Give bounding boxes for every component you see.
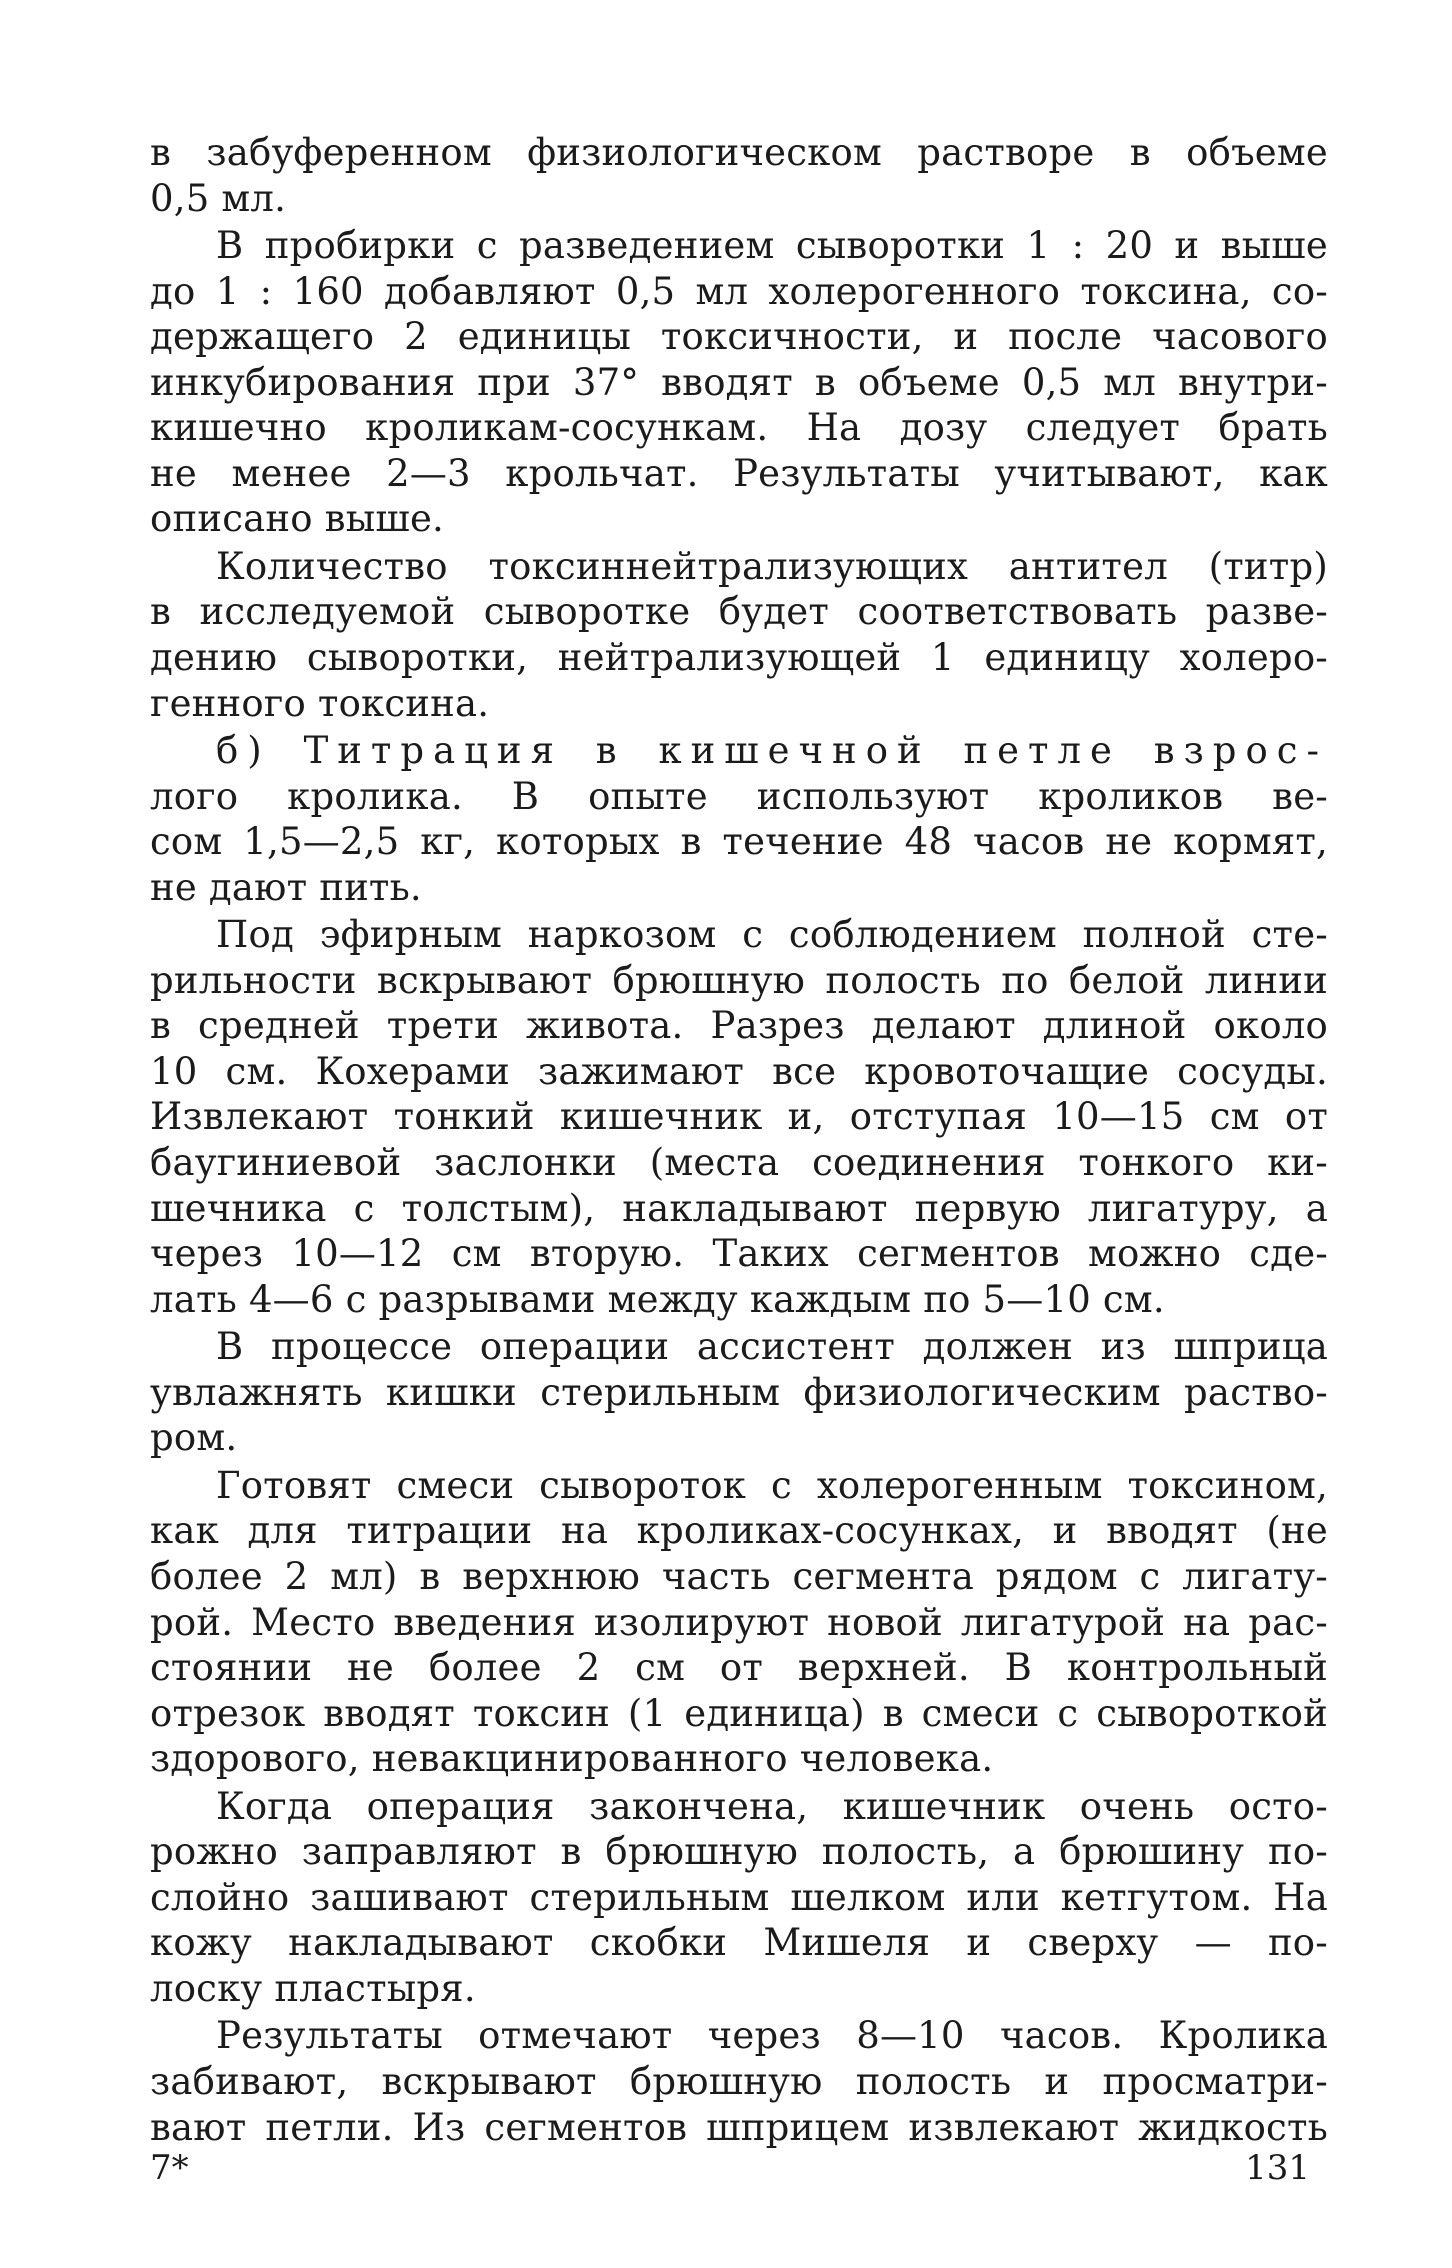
- text-line: баугиниевой заслонки (места соединения тонкого ки-: [150, 1141, 1328, 1185]
- page-footer: [150, 2148, 1328, 2188]
- text-line: до 1 : 160 добавляют 0,5 мл холерогенного токсина, со-: [150, 269, 1328, 313]
- text-line: отрезок вводят токсин (1 единица) в смеси с сывороткой: [150, 1691, 1328, 1735]
- paragraph-3: [150, 544, 1328, 726]
- text-line: увлажнять кишки стерильным физиологическим раство-: [150, 1370, 1328, 1414]
- paragraph-4: [150, 728, 1328, 910]
- section-heading-line: б) Титрация в кишечной петле взрос-: [216, 729, 1328, 773]
- paragraph-5: [150, 912, 1328, 1322]
- text-line: Когда операция закончена, кишечник очень осто-: [216, 1784, 1328, 1828]
- text-line: лать 4—6 с разрывами между каждым по 5—10 см.: [150, 1277, 1165, 1321]
- text-line: в средней трети живота. Разрез делают длиной около: [150, 1004, 1328, 1048]
- text-line: более 2 мл) в верхнюю часть сегмента рядом с лигату-: [150, 1554, 1328, 1598]
- text-line: дению сыворотки, нейтрализующей 1 единицу холеро-: [150, 636, 1328, 680]
- text-line: сом 1,5—2,5 кг, которых в течение 48 часов не кормят,: [150, 820, 1328, 864]
- text-line: кожу накладывают скобки Мишеля и сверху — по-: [150, 1921, 1328, 1965]
- text-line: Готовят смеси сывороток с холерогенным токсином,: [216, 1463, 1328, 1507]
- paragraph-7: [150, 1463, 1328, 1782]
- text-line: здорового, невакцинированного человека.: [150, 1737, 994, 1781]
- text-line: Под эфирным наркозом с соблюдением полной сте-: [216, 913, 1328, 957]
- paragraph-1: [150, 130, 1328, 221]
- text-line: В пробирки с разведением сыворотки 1 : 20 и выше: [216, 224, 1328, 268]
- text-line: 10 см. Кохерами зажимают все кровоточащие сосуды.: [150, 1049, 1328, 1093]
- page-body: [150, 130, 1328, 2152]
- text-line: В процессе операции ассистент должен из шприца: [216, 1325, 1328, 1369]
- text-line: лого кролика. В опыте используют кроликов ве-: [150, 774, 1328, 818]
- text-line: кишечно кроликам-сосункам. На дозу следует брать: [150, 406, 1328, 450]
- text-line: шечника с толстым), накладывают первую лигатуру, а: [150, 1186, 1328, 1230]
- text-line: 0,5 мл.: [150, 176, 287, 220]
- text-line: как для титрации на кроликах-сосунках, и вводят (не: [150, 1509, 1328, 1553]
- text-line: лоску пластыря.: [150, 1966, 476, 2010]
- text-line: вают петли. Из сегментов шприцем извлекают жидкость: [150, 2105, 1328, 2149]
- signature-mark: 7*: [150, 2148, 189, 2188]
- paragraph-2: [150, 223, 1328, 542]
- text-line: в забуференном физиологическом растворе в объеме: [150, 131, 1328, 174]
- text-line: Результаты отмечают через 8—10 часов. Кролика: [216, 2014, 1328, 2058]
- text-line: слойно зашивают стерильным шелком или кетгутом. На: [150, 1875, 1328, 1919]
- paragraph-6: [150, 1324, 1328, 1461]
- page-number: 131: [1245, 2148, 1310, 2188]
- text-line: стоянии не более 2 см от верхней. В контрольный: [150, 1646, 1328, 1690]
- text-line: Извлекают тонкий кишечник и, отступая 10—15 см от: [150, 1095, 1328, 1139]
- text-line: инкубирования при 37° вводят в объеме 0,5 мл внутри-: [150, 360, 1328, 404]
- text-line: ром.: [150, 1416, 238, 1460]
- text-line: забивают, вскрывают брюшную полость и просматри-: [150, 2059, 1328, 2103]
- text-line: не менее 2—3 крольчат. Результаты учитывают, как: [150, 451, 1328, 495]
- text-line: Количество токсиннейтрализующих антител (титр): [216, 544, 1328, 588]
- text-line: рой. Место введения изолируют новой лигатурой на рас-: [150, 1600, 1328, 1644]
- text-line: описано выше.: [150, 497, 445, 541]
- text-line: рожно заправляют в брюшную полость, а брюшину по-: [150, 1830, 1328, 1874]
- paragraph-9: [150, 2013, 1328, 2150]
- text-line: генного токсина.: [150, 681, 490, 725]
- text-line: не дают пить.: [150, 865, 422, 909]
- text-line: рильности вскрывают брюшную полость по белой линии: [150, 958, 1328, 1002]
- text-line: в исследуемой сыворотке будет соответствовать разве-: [150, 590, 1328, 634]
- paragraph-8: [150, 1784, 1328, 2012]
- text-line: через 10—12 см вторую. Таких сегментов можно сде-: [150, 1232, 1328, 1276]
- text-line: держащего 2 единицы токсичности, и после часового: [150, 315, 1328, 359]
